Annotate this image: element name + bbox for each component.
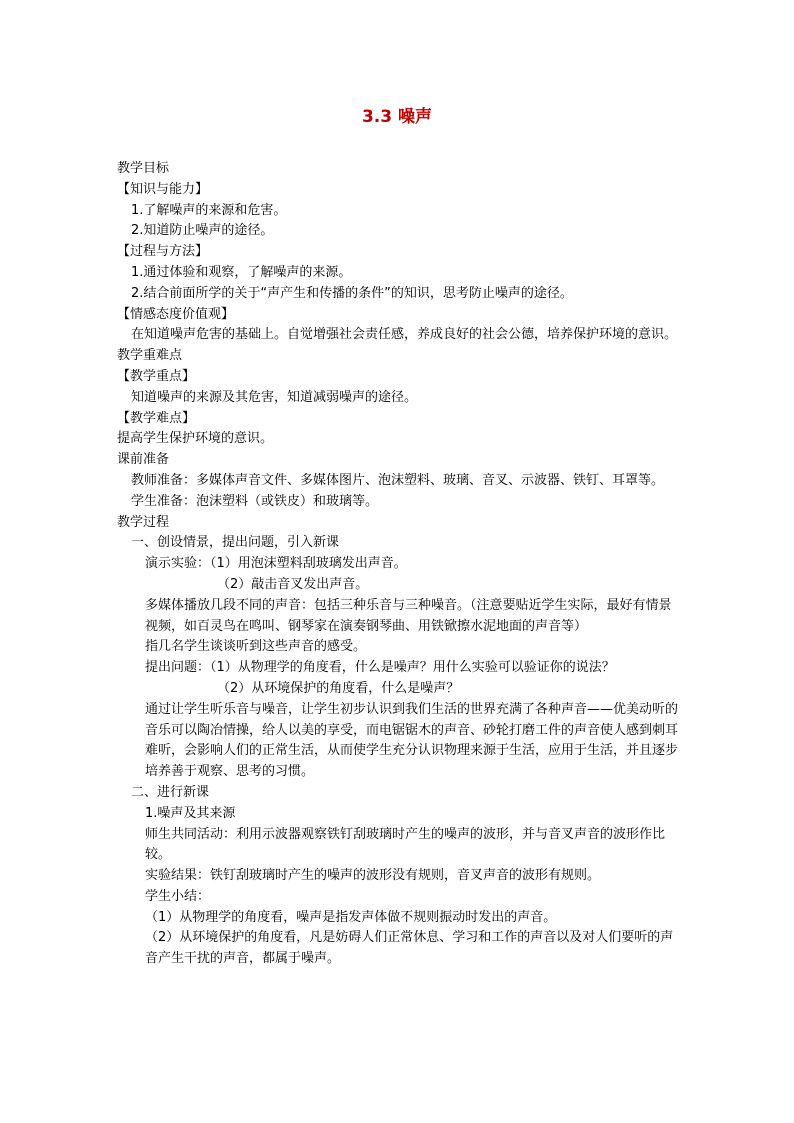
question-1: 提出问题：（1）从物理学的角度看，什么是噪声？用什么实验可以验证你的说法？: [145, 660, 615, 676]
objective-item: 2.知道防止噪声的途径。: [131, 223, 274, 239]
experiment-result: 实验结果：铁钉刮玻璃时产生的噪声的波形没有规则，音叉声音的波形有规则。: [145, 868, 601, 884]
summary-item-2: （2）从环境保护的角度看，凡是妨碍人们正常休息、学习和工作的声音以及对人们要听的声音产生干扰的声音，都属于噪声。: [145, 930, 674, 967]
document-title: 3.3 噪声: [361, 107, 433, 127]
subheading-knowledge: 【知识与能力】: [117, 181, 209, 197]
summary-item-1: （1）从物理学的角度看，噪声是指发声体做不规则振动时发出的声音。: [145, 909, 557, 925]
student-summary-label: 学生小结：: [145, 888, 211, 904]
section-heading-objectives: 教学目标: [117, 161, 170, 176]
section-heading-key-points: 教学重难点: [117, 348, 183, 364]
subheading-attitude: 【情感态度价值观】: [117, 306, 235, 322]
activity-paragraph: 师生共同活动：利用示波器观察铁钉刮玻璃时产生的噪声的波形，并与音叉声音的波形作比较。: [145, 826, 666, 863]
subheading-key-point: 【教学重点】: [117, 368, 196, 384]
objective-item: 1.了解噪声的来源和危害。: [131, 202, 287, 218]
question-2: （2）从环境保护的角度看，什么是噪声？: [217, 680, 460, 696]
difficulty-text: 提高学生保护环境的意识。: [117, 431, 274, 447]
student-feedback: 指几名学生谈谈听到这些声音的感受。: [145, 639, 367, 655]
teacher-preparation: 教师准备：多媒体声音文件、多媒体图片、泡沫塑料、玻璃、音叉、示波器、铁钉、耳罩等。: [131, 472, 665, 488]
attitude-paragraph: 在知道噪声危害的基础上。自觉增强社会责任感，养成良好的社会公德，培养保护环境的意识。: [131, 327, 678, 343]
demo-experiment: 演示实验：（1）用泡沫塑料刮玻璃发出声音。: [145, 556, 407, 572]
document-body: [117, 159, 679, 970]
section-heading-preparation: 课前准备: [117, 452, 170, 468]
subsection-noise-source: 1.噪声及其来源: [145, 805, 236, 821]
process-item: 2.结合前面所学的关于“声产生和传播的条件”的知识，思考防止噪声的途径。: [131, 285, 573, 301]
key-point-text: 知道噪声的来源及其危害，知道减弱噪声的途径。: [131, 389, 418, 405]
demo-experiment-2: （2）敲击音叉发出声音。: [217, 576, 369, 592]
step-heading-one: 一、创设情景，提出问题，引入新课: [131, 535, 340, 551]
multimedia-paragraph: 多媒体播放几段不同的声音：包括三种乐音与三种噪音。（注意要贴近学生实际，最好有情景视频，如百灵鸟在鸣叫、钢琴家在演奏钢琴曲、用铁锨擦水泥地面的声音等）: [145, 597, 672, 634]
step-heading-two: 二、进行新课: [131, 784, 210, 800]
subheading-process: 【过程与方法】: [117, 244, 209, 260]
student-preparation: 学生准备：泡沫塑料（或铁皮）和玻璃等。: [131, 493, 379, 509]
subheading-difficulty: 【教学难点】: [117, 410, 196, 426]
process-item: 1.通过体验和观察，了解噪声的来源。: [131, 264, 352, 280]
section-heading-process: 教学过程: [117, 514, 170, 530]
discussion-paragraph: 通过让学生听乐音与噪音，让学生初步认识到我们生活的世界充满了各种声音——优美动听的音乐可以陶冶情操，给人以美的享受，而电锯锯木的声音、砂轮打磨工件的声音使人感到刺耳难听，会影响人们的正常生活，从而使学生充分认识物理来源于生活，应用于生活，并且逐步培养善于观察、思考的习惯。: [145, 701, 679, 780]
